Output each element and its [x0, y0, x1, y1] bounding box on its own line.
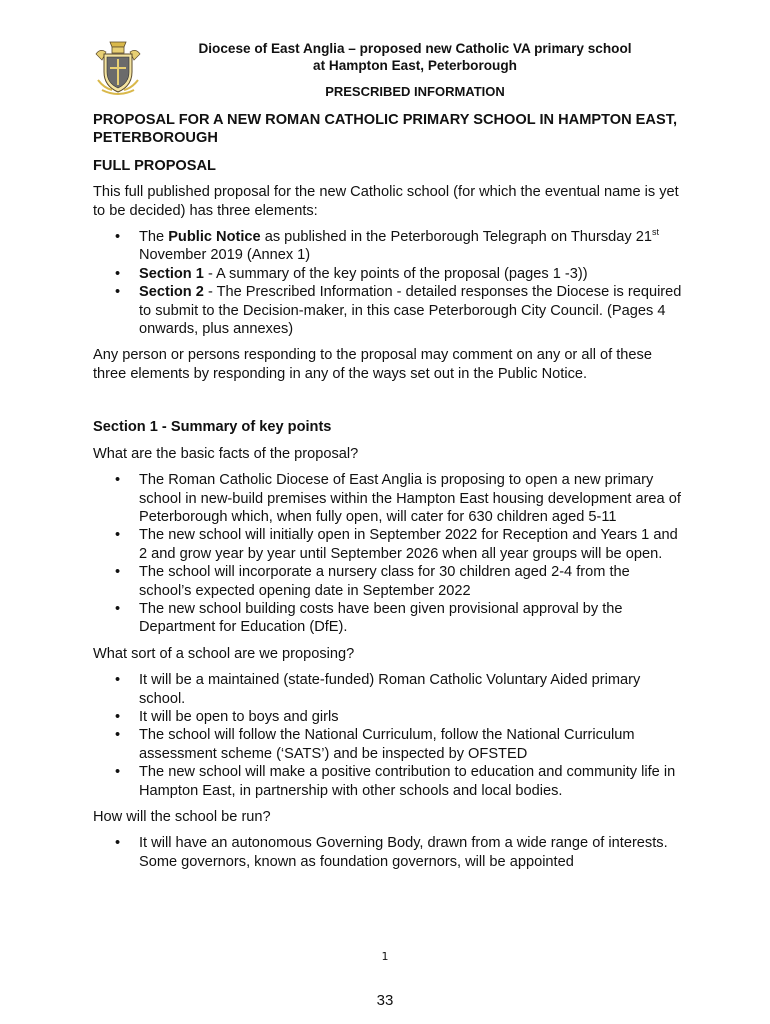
bullet-icon: •: [115, 727, 121, 744]
document-page-number: 33: [376, 992, 394, 1009]
list-item: [93, 708, 683, 726]
question-basic-facts: What are the basic facts of the proposal?: [93, 445, 359, 462]
full-proposal-intro: This full published proposal for the new Catholic school (for which the eventual name is yet to be decided) has three elements:: [93, 184, 679, 219]
item-text: as published in the Peterborough Telegraph on Thursday 21: [260, 229, 652, 246]
ordinal-suffix: st: [652, 227, 660, 238]
item-text: The new school will make a positive contribution to education and community life in Hampton East, in partnership with other schools and local bodies.: [139, 764, 676, 799]
bullet-icon: •: [115, 229, 121, 246]
item-text: - The Prescribed Information - detailed responses the Diocese is required to submit to the Decision-maker, in this case Peterborough City Council. (Pages 4 onwards, plus annexes): [139, 284, 682, 338]
bullet-icon: •: [115, 708, 121, 725]
section-1-heading: Section 1 - Summary of key points: [93, 419, 332, 436]
school-type-list: [93, 671, 683, 800]
full-proposal-outro: Any person or persons responding to the proposal may comment on any or all of these three elements by responding in any of the ways set out in the Public Notice.: [93, 347, 652, 382]
question-school-type: What sort of a school are we proposing?: [93, 645, 355, 662]
basic-facts-list: [93, 471, 683, 637]
section-2-label: Section 2: [139, 284, 204, 301]
bullet-icon: •: [115, 265, 121, 282]
bullet-icon: •: [115, 472, 121, 489]
main-title: PROPOSAL FOR A NEW ROMAN CATHOLIC PRIMARY SCHOOL IN HAMPTON EAST, PETERBOROUGH: [93, 112, 678, 147]
list-item: [93, 600, 683, 637]
list-item: [93, 283, 683, 338]
item-text: It will be open to boys and girls: [139, 708, 339, 725]
item-text: The: [139, 229, 169, 246]
item-text: The school will follow the National Curriculum, follow the National Curriculum assessment scheme (‘SATS’) and be inspected by OFSTED: [139, 727, 635, 762]
document-header: [150, 40, 680, 74]
full-proposal-heading: FULL PROPOSAL: [93, 157, 216, 174]
bullet-icon: •: [115, 527, 121, 544]
item-text: - A summary of the key points of the proposal (pages 1 -3)): [203, 265, 588, 282]
prescribed-information-label: PRESCRIBED INFORMATION: [325, 84, 505, 99]
list-item: [93, 471, 683, 526]
list-item: [93, 265, 683, 283]
page-number: 1: [381, 950, 389, 963]
bullet-icon: •: [115, 600, 121, 617]
list-item: [93, 763, 683, 800]
item-text: The new school will initially open in September 2022 for Reception and Years 1 and 2 and grow year by year until September 2026 when all year groups will be open.: [139, 527, 678, 562]
item-text: It will be a maintained (state-funded) Roman Catholic Voluntary Aided primary school.: [139, 672, 641, 707]
list-item: [93, 526, 683, 563]
item-text: The new school building costs have been given provisional approval by the Department for Education (DfE).: [139, 600, 623, 636]
how-run-list: [93, 834, 683, 871]
question-how-run: How will the school be run?: [93, 809, 271, 825]
header-line-2: at Hampton East, Peterborough: [313, 58, 517, 73]
item-text: November 2019 (Annex 1): [139, 247, 311, 264]
list-item: [93, 671, 683, 708]
full-proposal-list: [93, 228, 683, 338]
bullet-icon: •: [115, 835, 121, 852]
diocese-crest-logo: [92, 40, 144, 96]
item-text: The Roman Catholic Diocese of East Anglia is proposing to open a new primary school in new-build premises within the Hampton East housing development area of Peterborough which, when fully open, will cater for 630 children aged 5-11: [139, 472, 681, 525]
header-line-1: Diocese of East Anglia – proposed new Catholic VA primary school: [198, 41, 632, 56]
document-body: [93, 111, 683, 871]
list-item: [93, 726, 683, 763]
list-item: [93, 834, 683, 871]
bullet-icon: •: [115, 764, 121, 781]
item-text: The school will incorporate a nursery class for 30 children aged 2-4 from the school’s expected opening date in September 2022: [139, 564, 630, 599]
bullet-icon: •: [115, 672, 121, 689]
public-notice-label: Public Notice: [168, 229, 261, 246]
section-1-label: Section 1: [139, 265, 204, 282]
list-item: [93, 228, 683, 265]
item-text: It will have an autonomous Governing Body, drawn from a wide range of interests. Some governors, known as foundation governors, will be appointed: [139, 835, 668, 870]
bullet-icon: •: [115, 564, 121, 581]
bullet-icon: •: [115, 284, 121, 301]
list-item: [93, 563, 683, 600]
